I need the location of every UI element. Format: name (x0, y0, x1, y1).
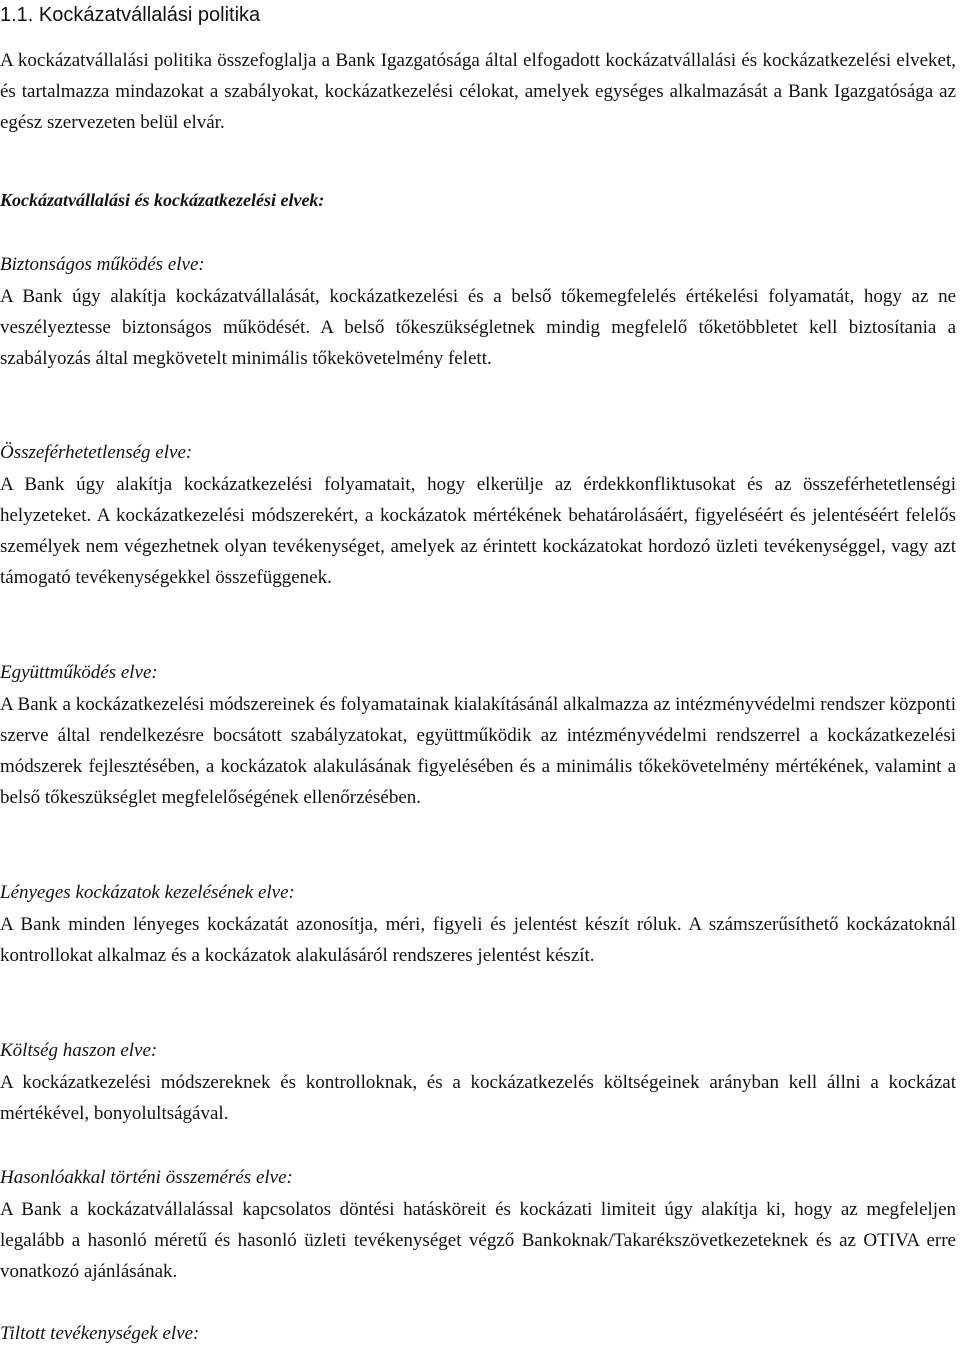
section-title-osszeferhetetlenseg: Összeférhetetlenség elve: (0, 442, 193, 463)
section-text-koltseg-haszon: A kockázatkezelési módszereknek és kontrolloknak, és a kockázatkezelés költségeinek arányban kell állni a kockázat mértékével, bonyolultságával. (0, 1072, 956, 1124)
principles-title: Kockázatvállalási és kockázatkezelési elvek: (0, 190, 325, 210)
intro-paragraph: A kockázatvállalási politika összefoglalja a Bank Igazgatósága által elfogadott kockázatvállalási és kockázatkezelési elveket, és tartalmazza mindazokat a szabályokat, kockázatkezelési célokat, amelyek egységes alkalmazását a Bank Igazgatósága az egész szervezeten belül elvár. (0, 50, 956, 133)
section-title-egyuttmukodes: Együttműködés elve: (0, 662, 158, 683)
section-title-tiltott-tevekenysegek: Tiltott tevékenységek elve: (0, 1323, 200, 1344)
section-heading: 1.1. Kockázatvállalási politika (0, 4, 261, 26)
section-text-biztonsagos-mukodes: A Bank úgy alakítja kockázatvállalását, kockázatkezelési és a belső tőkemegfelelés értékelési folyamatát, hogy az ne veszélyeztesse biztonságos működését. A belső tőkeszükségletnek mindig megfelelő tőketöbbletet kell biztosítania a szabályozás által megkövetelt minimális tőkekövetelmény felett. (0, 286, 956, 369)
section-text-osszeferhetetlenseg: A Bank úgy alakítja kockázatkezelési folyamatait, hogy elkerülje az érdekkonfliktusokat és az összeférhetetlenségi helyzeteket. A kockázatkezelési módszerekért, a kockázatok mértékének behatárolásáért, figyeléséért és jelentéséért felelős személyek nem végezhetnek olyan tevékenységet, amelyek az érintett kockázatokat hordozó üzleti tevékenységgel, vagy azt támogató tevékenységekkel összefüggenek. (0, 474, 956, 588)
section-title-koltseg-haszon: Költség haszon elve: (0, 1040, 158, 1061)
section-title-biztonsagos-mukodes: Biztonságos működés elve: (0, 254, 205, 275)
section-title-lenyeges-kockazatok: Lényeges kockázatok kezelésének elve: (0, 882, 295, 903)
section-text-egyuttmukodes: A Bank a kockázatkezelési módszereinek és folyamatainak kialakításánál alkalmazza az intézményvédelmi rendszer központi szerve által rendelkezésre bocsátott szabályzatokat, együttműködik az intézményvédelmi rendszerrel a kockázatkezelési módszerek fejlesztésében, a kockázatok alakulásának figyelésében és a minimális tőkekövetelmény mértékének, valamint a belső tőkeszükséglet megfelelőségének ellenőrzésében. (0, 694, 956, 808)
section-text-hasonloakkal-osszemeres: A Bank a kockázatvállalással kapcsolatos döntési hatásköreit és kockázati limiteit úgy alakítja ki, hogy az megfeleljen legalább a hasonló méretű és hasonló üzleti tevékenységet végző Bankoknak/Takarékszövetkezeteknek és az OTIVA erre vonatkozó ajánlásának. (0, 1199, 956, 1282)
section-text-lenyeges-kockazatok: A Bank minden lényeges kockázatát azonosítja, méri, figyeli és jelentést készít róluk. A számszerűsíthető kockázatoknál kontrollokat alkalmaz és a kockázatok alakulásáról rendszeres jelentést készít. (0, 914, 956, 966)
section-title-hasonloakkal-osszemeres: Hasonlóakkal történi összemérés elve: (0, 1167, 293, 1188)
